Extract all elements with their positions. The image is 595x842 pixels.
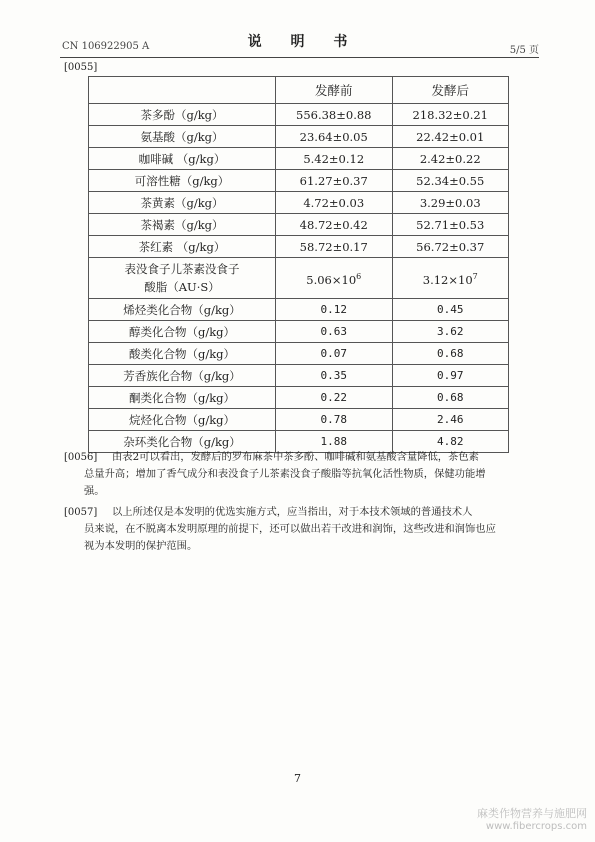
paragraph-number-0056: [0056] bbox=[64, 452, 98, 463]
row-label: 杂环类化合物（g/kg） bbox=[89, 431, 276, 453]
cell-after: 3.62 bbox=[392, 321, 509, 343]
table-row bbox=[89, 409, 509, 431]
paragraph-line: 由表2可以看出，发酵后的罗布麻茶中茶多酚、咖啡碱和氨基酸含量降低，茶色素 bbox=[112, 451, 479, 463]
table-row bbox=[89, 321, 509, 343]
table-header-after: 发酵后 bbox=[392, 77, 509, 104]
table-header-blank bbox=[89, 77, 276, 104]
row-label: 茶褐素（g/kg） bbox=[89, 214, 276, 236]
row-label-line1: 表没食子儿茶素没食子 bbox=[124, 262, 240, 276]
paragraph-number-0057: [0057] bbox=[64, 507, 98, 518]
row-label: 茶红素 （g/kg） bbox=[89, 236, 276, 258]
cell-before: 0.07 bbox=[276, 343, 393, 365]
value-exponent: 7 bbox=[472, 271, 478, 281]
cell-before: 0.22 bbox=[276, 387, 393, 409]
cell-before: 48.72±0.42 bbox=[276, 214, 393, 236]
table-body-part2 bbox=[89, 299, 509, 453]
cell-after bbox=[392, 258, 509, 299]
table-row bbox=[89, 126, 509, 148]
row-label: 酮类化合物（g/kg） bbox=[89, 387, 276, 409]
watermark-site-name: 麻类作物营养与施肥网 bbox=[477, 807, 587, 820]
row-label: 醇类化合物（g/kg） bbox=[89, 321, 276, 343]
table-header-row bbox=[89, 77, 509, 104]
table-row bbox=[89, 104, 509, 126]
cell-before bbox=[276, 258, 393, 299]
cell-after: 52.34±0.55 bbox=[392, 170, 509, 192]
table-row bbox=[89, 299, 509, 321]
row-label bbox=[89, 258, 276, 299]
table-body-part1 bbox=[89, 104, 509, 258]
paragraph-number-0055: [0055] bbox=[64, 62, 98, 73]
cell-after: 3.29±0.03 bbox=[392, 192, 509, 214]
header-page-indicator: 5/5 页 bbox=[509, 45, 539, 56]
cell-after: 2.42±0.22 bbox=[392, 148, 509, 170]
cell-before: 0.35 bbox=[276, 365, 393, 387]
row-label: 烷烃化合物（g/kg） bbox=[89, 409, 276, 431]
cell-before: 4.72±0.03 bbox=[276, 192, 393, 214]
table-header-before: 发酵前 bbox=[276, 77, 393, 104]
cell-after: 52.71±0.53 bbox=[392, 214, 509, 236]
paragraph-line: 总量升高；增加了香气成分和表没食子儿茶素没食子酸脂等抗氧化活性物质，保健功能增 bbox=[84, 468, 486, 480]
row-label: 咖啡碱 （g/kg） bbox=[89, 148, 276, 170]
value-base: 5.06×10 bbox=[306, 272, 357, 287]
cell-before: 61.27±0.37 bbox=[276, 170, 393, 192]
value-exponent: 6 bbox=[356, 271, 362, 281]
table-row bbox=[89, 365, 509, 387]
row-label: 酸类化合物（g/kg） bbox=[89, 343, 276, 365]
row-label: 氨基酸（g/kg） bbox=[89, 126, 276, 148]
row-label-line2: 酸脂（AU·S） bbox=[144, 280, 220, 294]
row-label: 茶黄素（g/kg） bbox=[89, 192, 276, 214]
cell-before: 0.63 bbox=[276, 321, 393, 343]
table-row bbox=[89, 214, 509, 236]
paragraph-0057 bbox=[84, 504, 535, 555]
paragraph-line: 以上所述仅是本发明的优选实施方式，应当指出，对于本技术领域的普通技术人 bbox=[112, 506, 473, 518]
header-rule bbox=[60, 57, 539, 58]
cell-before: 58.72±0.17 bbox=[276, 236, 393, 258]
cell-before: 556.38±0.88 bbox=[276, 104, 393, 126]
table-row bbox=[89, 236, 509, 258]
header-title: 说 明 书 bbox=[247, 34, 360, 50]
paragraph-line: 强。 bbox=[84, 485, 105, 497]
cell-after: 218.32±0.21 bbox=[392, 104, 509, 126]
cell-before: 0.78 bbox=[276, 409, 393, 431]
header-patent-number: CN 106922905 A bbox=[62, 41, 150, 52]
cell-before: 23.64±0.05 bbox=[276, 126, 393, 148]
cell-after: 56.72±0.37 bbox=[392, 236, 509, 258]
cell-after: 0.68 bbox=[392, 387, 509, 409]
table-row-egcg-ester bbox=[89, 258, 509, 299]
row-label: 烯烃类化合物（g/kg） bbox=[89, 299, 276, 321]
paragraph-0056 bbox=[84, 449, 535, 500]
page-number: 7 bbox=[294, 772, 301, 785]
value-base: 3.12×10 bbox=[422, 272, 473, 287]
cell-after: 0.97 bbox=[392, 365, 509, 387]
table-row bbox=[89, 170, 509, 192]
cell-after: 0.68 bbox=[392, 343, 509, 365]
composition-table bbox=[88, 76, 509, 453]
watermark-url: www.fibercrops.com bbox=[485, 821, 587, 832]
row-label: 茶多酚（g/kg） bbox=[89, 104, 276, 126]
table-row bbox=[89, 192, 509, 214]
cell-after: 2.46 bbox=[392, 409, 509, 431]
watermark bbox=[477, 805, 587, 832]
table-row bbox=[89, 387, 509, 409]
paragraph-line: 视为本发明的保护范围。 bbox=[84, 540, 198, 552]
table-row bbox=[89, 343, 509, 365]
table-row bbox=[89, 148, 509, 170]
row-label: 芳香族化合物（g/kg） bbox=[89, 365, 276, 387]
cell-after: 0.45 bbox=[392, 299, 509, 321]
cell-before: 5.42±0.12 bbox=[276, 148, 393, 170]
cell-before: 1.88 bbox=[276, 431, 393, 453]
cell-before: 0.12 bbox=[276, 299, 393, 321]
cell-after: 22.42±0.01 bbox=[392, 126, 509, 148]
paragraph-line: 员来说，在不脱离本发明原理的前提下，还可以做出若干改进和润饰，这些改进和润饰也应 bbox=[84, 523, 496, 535]
row-label: 可溶性糖（g/kg） bbox=[89, 170, 276, 192]
cell-after: 4.82 bbox=[392, 431, 509, 453]
